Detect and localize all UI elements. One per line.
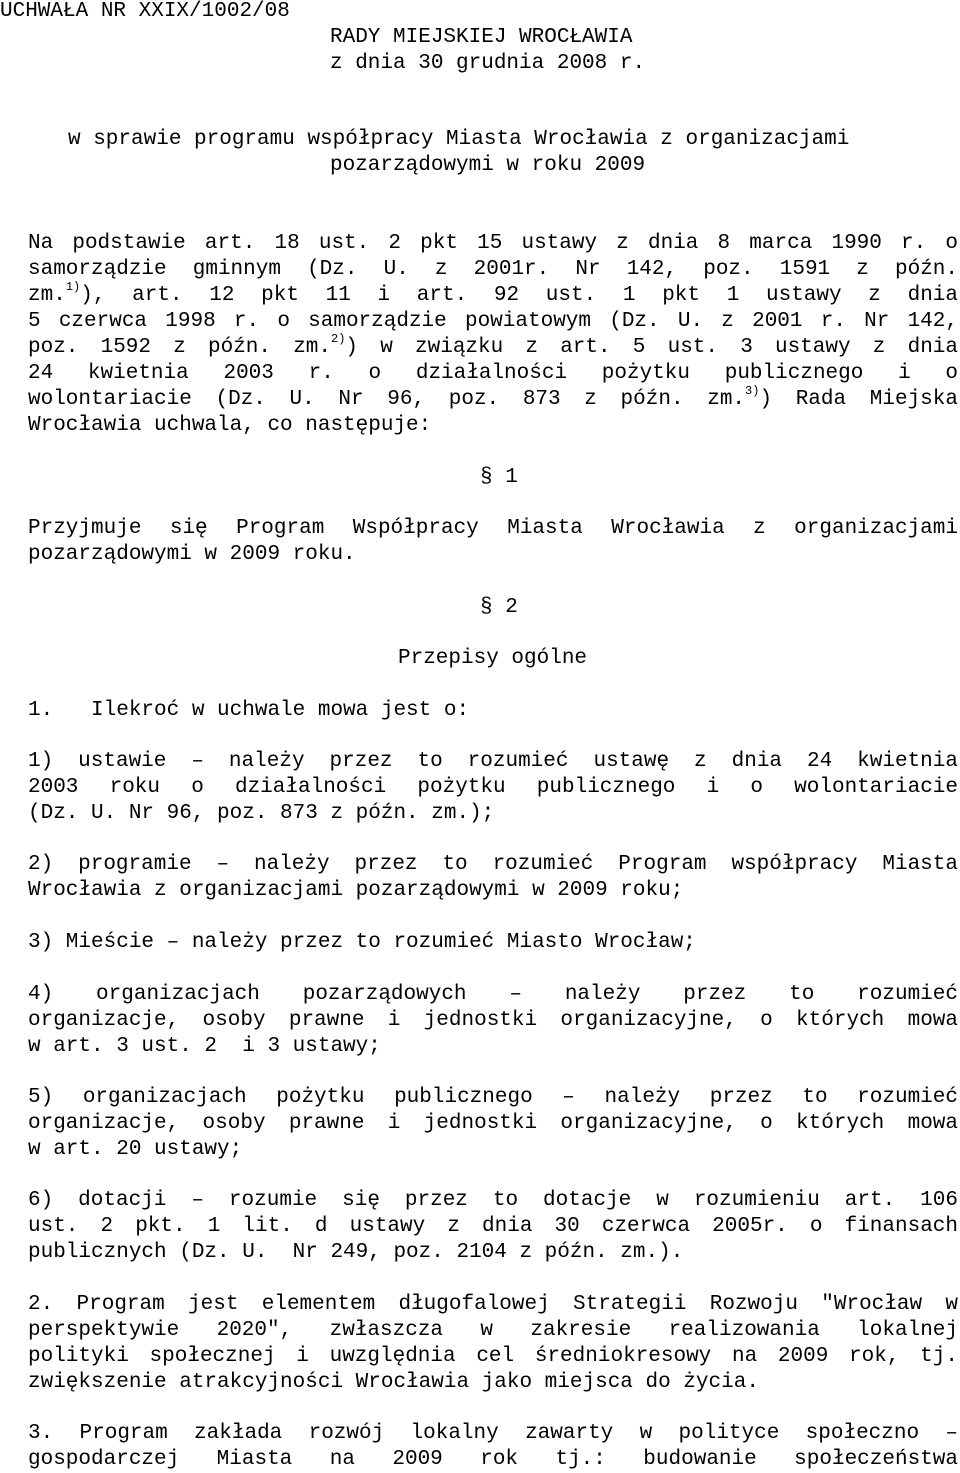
paragraph-line: perspektywie 2020", zwłaszcza w zakresie realizowania lokalnej	[28, 1319, 958, 1342]
subject-line: w sprawie programu współpracy Miasta Wrocławia z organizacjami	[68, 128, 850, 151]
paragraph-line: 3. Program zakłada rozwój lokalny zawarty w polityce społeczno –	[28, 1422, 958, 1445]
definition-line: ust. 2 pkt. 1 lit. d ustawy z dnia 30 czerwca 2005r. o finansach	[28, 1215, 958, 1238]
definition-line: publicznych (Dz. U. Nr 249, poz. 2104 z późn. zm.).	[28, 1241, 684, 1264]
paragraph-intro: 1. Ilekroć w uchwale mowa jest o:	[28, 699, 470, 722]
preamble-text: ) w związku z art. 5 ust. 3 ustawy z dnia	[345, 336, 958, 359]
subject-line: pozarządowymi w roku 2009	[330, 154, 646, 177]
definition-line: (Dz. U. Nr 96, poz. 873 z późn. zm.);	[28, 802, 495, 825]
section-symbol: § 2	[480, 596, 518, 619]
definition-line: Wrocławia z organizacjami pozarządowymi w 2009 roku;	[28, 879, 684, 902]
definition-line: 1) ustawie – należy przez to rozumieć ustawę z dnia 24 kwietnia	[28, 750, 958, 773]
preamble-line: Na podstawie art. 18 ust. 2 pkt 15 ustawy z dnia 8 marca 1990 r. o	[28, 232, 958, 255]
preamble-text: wolontariacie (Dz. U. Nr 96, poz. 873 z późn. zm.	[28, 388, 746, 411]
preamble-line	[28, 332, 958, 360]
preamble-line: samorządzie gminnym (Dz. U. z 2001r. Nr 142, poz. 1591 z późn.	[28, 258, 958, 281]
paragraph-line: zwiększenie atrakcyjności Wrocławia jako miejsca do życia.	[28, 1371, 759, 1394]
council-name: RADY MIEJSKIEJ WROCŁAWIA	[330, 26, 633, 49]
footnote-ref: 2)	[331, 332, 346, 346]
section-text: Przyjmuje się Program Współpracy Miasta Wrocławia z organizacjami	[28, 517, 958, 540]
resolution-date: z dnia 30 grudnia 2008 r.	[330, 52, 646, 75]
definition-line: w art. 20 ustawy;	[28, 1138, 243, 1161]
footnote-ref: 1)	[65, 280, 81, 294]
preamble-text: poz. 1592 z późn. zm.	[28, 336, 332, 359]
definition-line: 4) organizacjach pozarządowych – należy przez to rozumieć	[28, 983, 958, 1006]
definition-line: 5) organizacjach pożytku publicznego – należy przez to rozumieć	[28, 1086, 958, 1109]
preamble-line: 24 kwietnia 2003 r. o działalności pożytku publicznego i o	[28, 362, 958, 385]
preamble-text: ) Rada Miejska	[759, 388, 958, 411]
definition-line: w art. 3 ust. 2 i 3 ustawy;	[28, 1035, 381, 1058]
paragraph-line: polityki społecznej i uwzględnia cel średniokresowy na 2009 rok, tj.	[28, 1345, 958, 1368]
paragraph-line: gospodarczej Miasta na 2009 rok tj.: budowanie społeczeństwa	[28, 1448, 958, 1471]
definition-line: 6) dotacji – rozumie się przez to dotacje w rozumieniu art. 106	[28, 1189, 958, 1212]
preamble-text: zm.	[28, 284, 66, 307]
footnote-ref: 3)	[745, 384, 760, 398]
definition-line: 2003 roku o działalności pożytku publicznego i o wolontariacie	[28, 776, 958, 799]
definition-line: organizacje, osoby prawne i jednostki organizacyjne, o których mowa	[28, 1112, 958, 1135]
definition-line: 2) programie – należy przez to rozumieć Program współpracy Miasta	[28, 853, 958, 876]
definition-line: organizacje, osoby prawne i jednostki organizacyjne, o których mowa	[28, 1009, 958, 1032]
preamble-line	[28, 280, 958, 308]
preamble-line: 5 czerwca 1998 r. o samorządzie powiatowym (Dz. U. z 2001 r. Nr 142,	[28, 310, 958, 333]
section-text: pozarządowymi w 2009 roku.	[28, 543, 356, 566]
preamble-line: Wrocławia uchwala, co następuje:	[28, 414, 432, 437]
definition-line: 3) Mieście – należy przez to rozumieć Miasto Wrocław;	[28, 931, 696, 954]
section-heading: Przepisy ogólne	[398, 647, 588, 670]
resolution-number: UCHWAŁA NR XXIX/1002/08	[0, 0, 290, 23]
preamble-text: ), art. 12 pkt 11 i art. 92 ust. 1 pkt 1 ustawy z dnia	[80, 284, 958, 307]
preamble-line	[28, 384, 958, 412]
paragraph-line: 2. Program jest elementem długofalowej Strategii Rozwoju "Wrocław w	[28, 1293, 958, 1316]
section-symbol: § 1	[480, 466, 518, 489]
